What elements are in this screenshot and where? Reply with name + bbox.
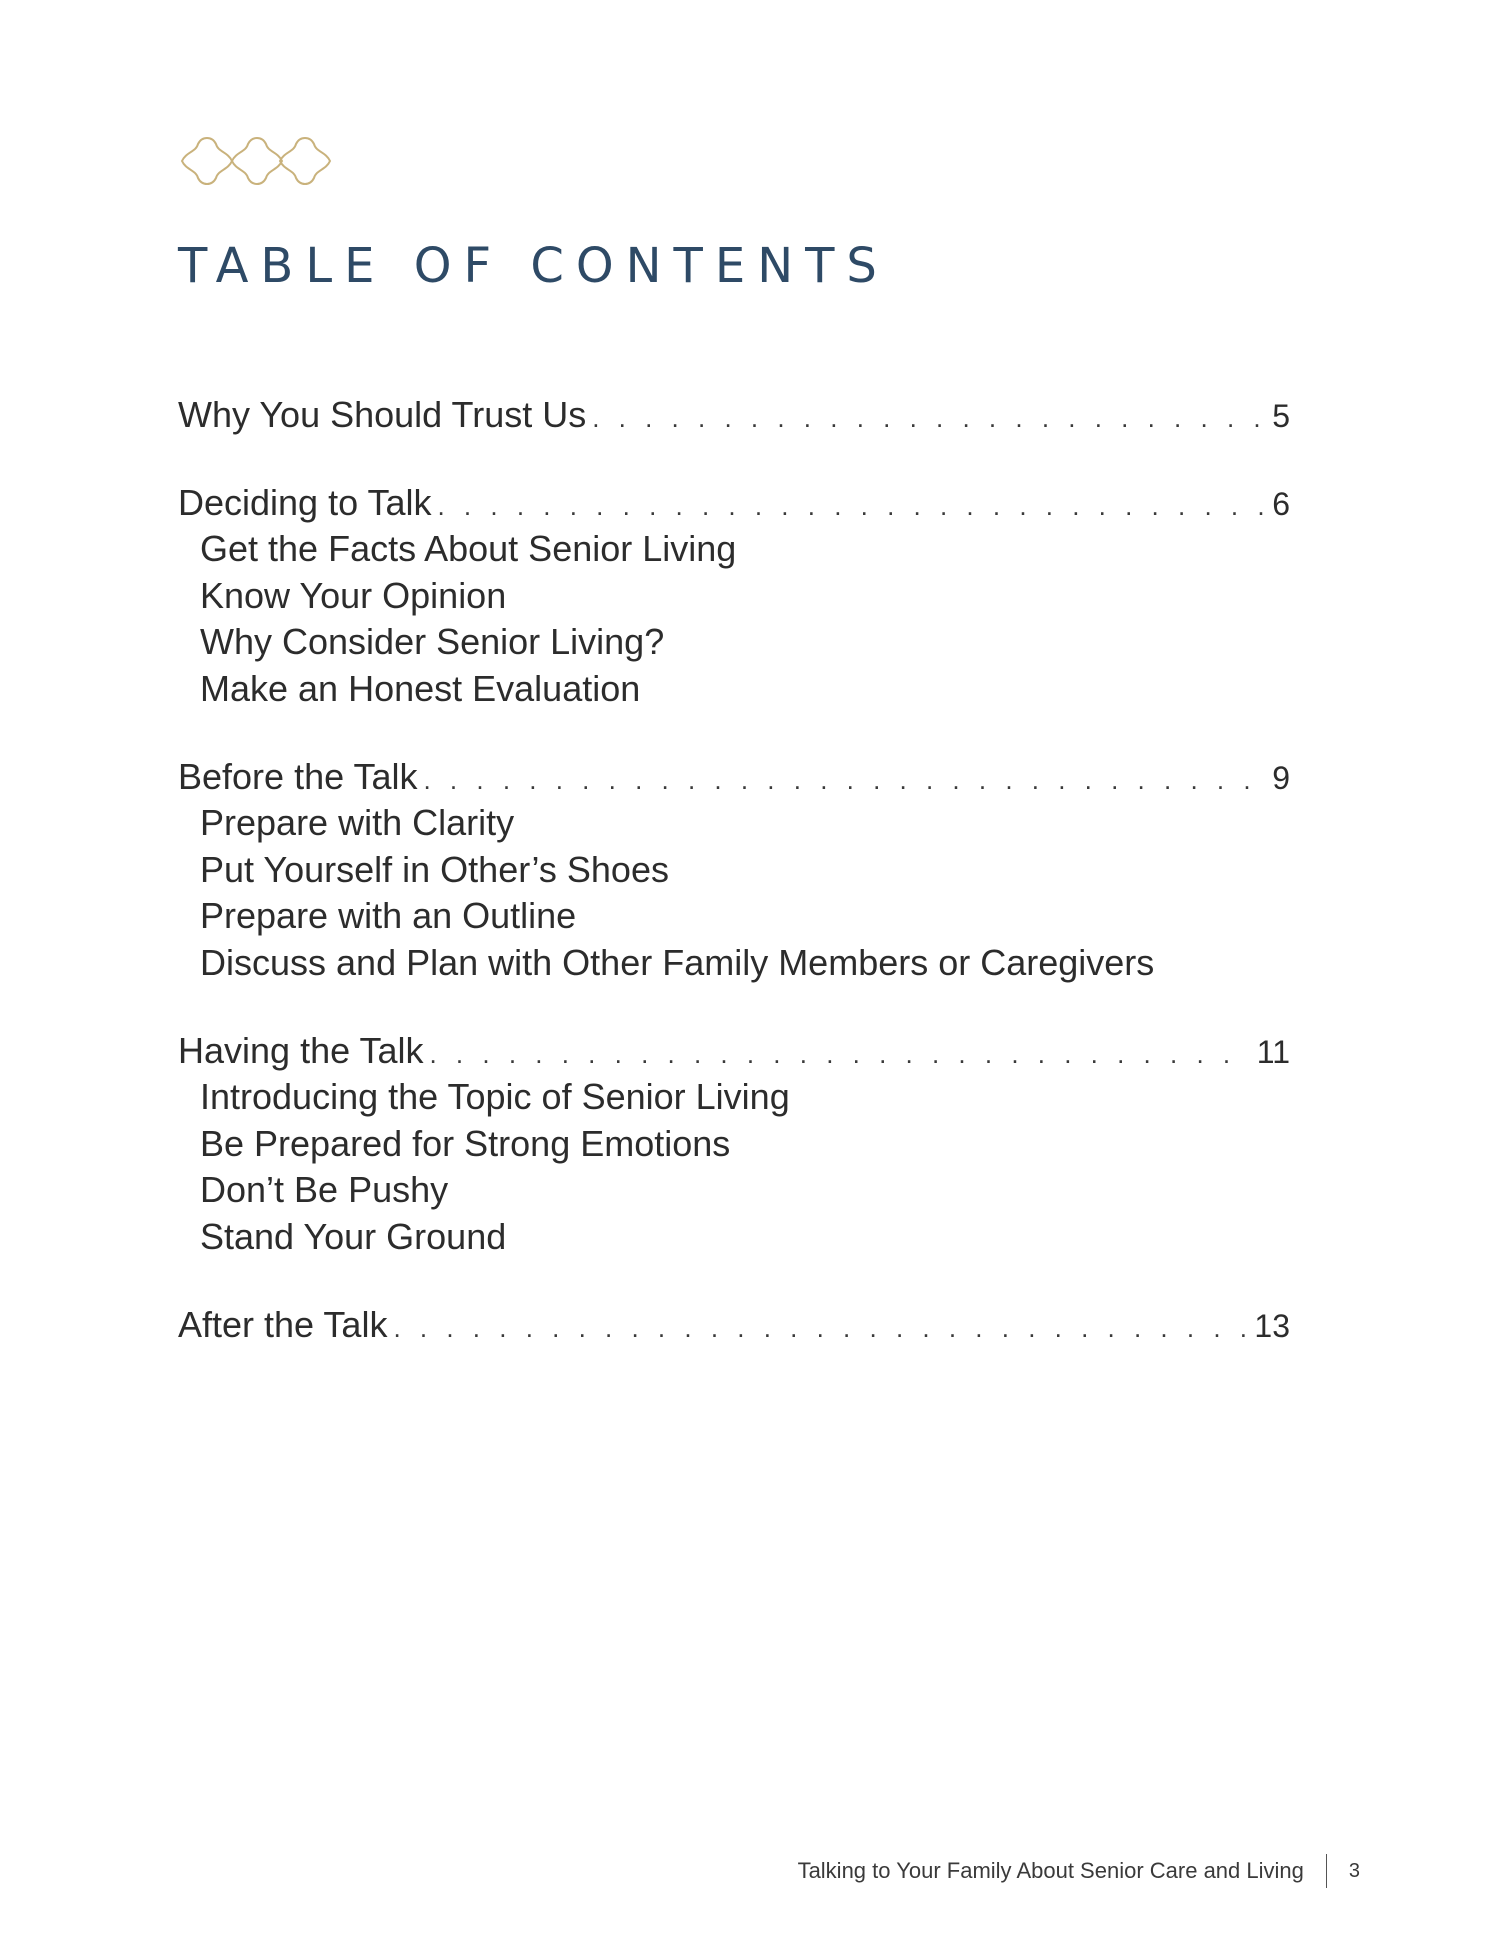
scalloped-trefoil-ornament-icon bbox=[178, 130, 334, 192]
table-of-contents bbox=[178, 392, 1290, 1390]
toc-entry[interactable] bbox=[178, 1028, 1290, 1074]
toc-subitem[interactable]: Introducing the Topic of Senior Living bbox=[200, 1076, 790, 1117]
toc-subitem[interactable]: Don’t Be Pushy bbox=[200, 1169, 449, 1210]
toc-entry-page: 9 bbox=[1272, 760, 1290, 796]
footer-page-number: 3 bbox=[1348, 1859, 1360, 1882]
toc-entry-label: Before the Talk bbox=[178, 756, 418, 797]
toc-section bbox=[178, 392, 1290, 438]
toc-entry-label: Having the Talk bbox=[178, 1030, 424, 1071]
toc-entry-page: 11 bbox=[1256, 1034, 1290, 1070]
toc-subitem[interactable]: Discuss and Plan with Other Family Members or Caregivers bbox=[200, 941, 1155, 983]
page-title: TABLE OF CONTENTS bbox=[178, 238, 889, 294]
toc-subitem[interactable]: Get the Facts About Senior Living bbox=[200, 528, 737, 569]
footer-divider bbox=[1326, 1854, 1327, 1888]
toc-entry-label: Deciding to Talk bbox=[178, 482, 432, 523]
toc-entry-page: 5 bbox=[1272, 398, 1290, 434]
toc-subitem[interactable]: Prepare with an Outline bbox=[200, 895, 577, 936]
toc-subitem[interactable]: Be Prepared for Strong Emotions bbox=[200, 1122, 731, 1164]
dot-leader bbox=[423, 757, 1264, 803]
toc-entry[interactable] bbox=[178, 754, 1290, 800]
toc-entry[interactable] bbox=[178, 392, 1290, 438]
toc-subitem[interactable]: Stand Your Ground bbox=[200, 1215, 507, 1257]
toc-entry[interactable] bbox=[178, 1302, 1290, 1348]
toc-entry[interactable] bbox=[178, 480, 1290, 526]
footer-document-title: Talking to Your Family About Senior Care and Living bbox=[797, 1858, 1304, 1883]
toc-subitem[interactable]: Know Your Opinion bbox=[200, 574, 507, 616]
toc-section bbox=[178, 480, 1290, 712]
toc-section bbox=[178, 1028, 1290, 1260]
toc-entry-label: After the Talk bbox=[178, 1304, 388, 1345]
dot-leader bbox=[393, 1305, 1246, 1351]
toc-section bbox=[178, 1302, 1290, 1348]
toc-subitem[interactable]: Make an Honest Evaluation bbox=[200, 667, 641, 709]
toc-section bbox=[178, 754, 1290, 986]
toc-entry-page: 6 bbox=[1272, 486, 1290, 522]
toc-subitem[interactable]: Put Yourself in Other’s Shoes bbox=[200, 848, 669, 890]
dot-leader bbox=[437, 483, 1264, 529]
dot-leader bbox=[592, 395, 1264, 441]
toc-subitem[interactable]: Why Consider Senior Living? bbox=[200, 621, 665, 662]
toc-entry-page: 13 bbox=[1254, 1308, 1290, 1344]
page-footer bbox=[798, 1854, 1360, 1888]
toc-subitem[interactable]: Prepare with Clarity bbox=[200, 802, 515, 843]
toc-entry-label: Why You Should Trust Us bbox=[178, 394, 587, 435]
dot-leader bbox=[429, 1031, 1248, 1077]
